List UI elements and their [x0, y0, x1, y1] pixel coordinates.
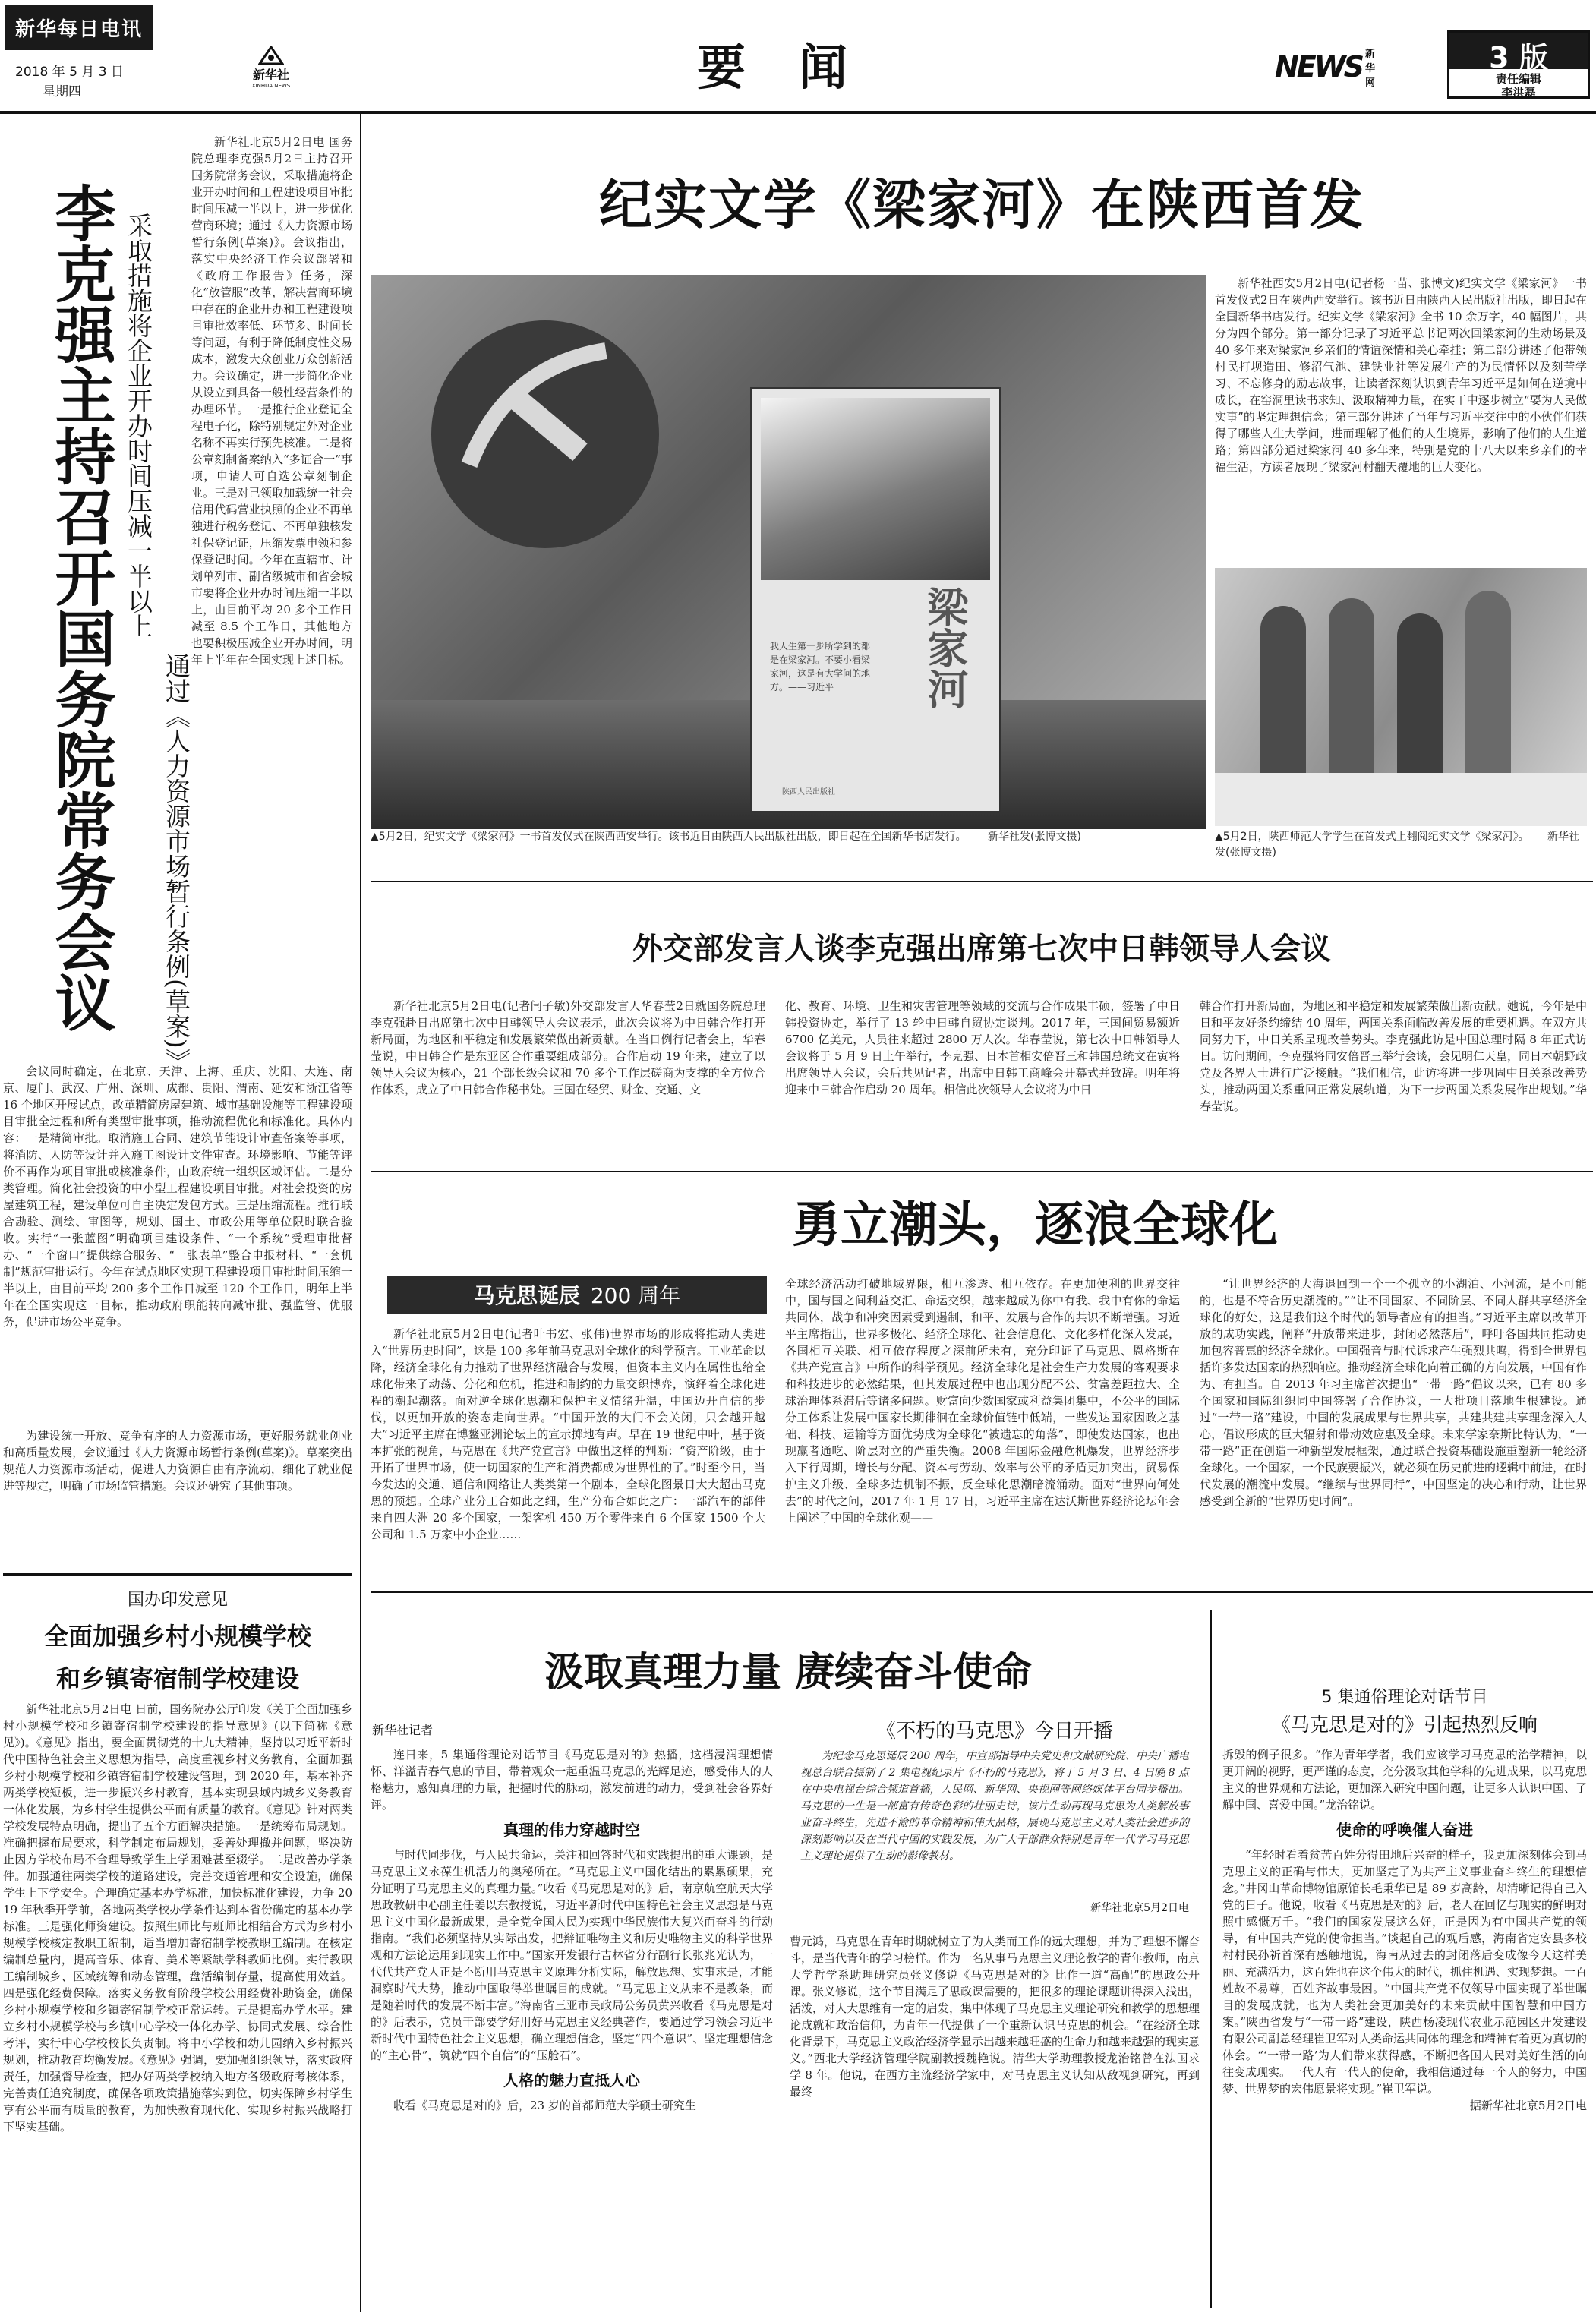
lead-body-text-2: 会议同时确定，在北京、天津、上海、重庆、沈阳、大连、南京、厦门、武汉、广州、深圳、成都、贵阳、渭南、延安和浙江省等 16 个地区开展试点，改革精简房屋建筑、城市基础设施等工程建设项目审批全过程和所有类型审批事项，推动流程优化和标准化。具体内容：一是精简审批。取消施工合同、建筑节能设计审查备案等事项，将消防、人防等设计并入施工图设计文件审查。环境影响、节能等评价不再作为项目审批或核准条件，由政府统一组织区域评估。二是分类管理。简化社会投资的中小型工程建设项目审批。对社会投资的房屋建筑工程，建设单位可自主决定发包方式。三是压缩流程。推行联合勘验、测绘、审图等，规划、国土、市政公用等单位限时联合验收。实行“一张蓝图”明确项目建设条件、“一个系统”受理审批督办、“一个窗口”提供综合服务、“一张表单”整合申报材料、“一套机制”规范审批运行。今年在试点地区实现工程建设项目审批时间压缩一半以上，由目前平均 200 多个工作日减至 120 个工作日，明年上半年在全国实现这一目标，推动政府职能转向减审批、强监管、优服务，促进市场公平竞争。	[3, 1065, 352, 1329]
diplomacy-col-3	[1200, 998, 1587, 1165]
party-emblem-graphic	[416, 298, 667, 601]
news-logo-text: 新华网	[1365, 48, 1376, 89]
truth-text-1b: 与时代同步伐，与人民共命运，关注和回答时代和实践提出的重大课题，是马克思主义永葆生机活力的奥秘所在。“马克思主义中国化结出的累累硕果，充分证明了马克思主义的真理力量。”收看《马克思是对的》后，南京航空航天大学思政教研中心副主任姜以东教授说，习近平新时代中国特色社会主义思想是马克思主义中国化最新成果，是全党全国人民为实现中华民族伟大复兴而奋斗的行动指南。“我们必须坚持从实际出发，把辩证唯物主义和历史唯物主义的科学世界观和方法论运用到现实工作中。”国家开发银行吉林省分行副行长张兆光认为，一代代共产党人正是不断用马克思主义原理分析实际，解放思想、实事求是，才能洞察时代大势，推动中国取得举世瞩目的成就。“马克思主义从来不是教条，而是随着时代的发展不断丰富。”海南省三亚市民政局公务员黄兴收看《马克思是对的》后表示，党员干部要学好用好马克思主义经典著作，要通过学习领会习近平新时代中国特色社会主义思想，确立理想信念，坚定“四个意识”、坚定理想信念的“主心骨”，筑就“四个自信”的“压舱石”。	[371, 1848, 773, 2062]
book-body-text: 新华社西安5月2日电(记者杨一苗、张博文)纪实文学《梁家河》一书首发仪式2日在陕西西安举行。该书近日由陕西人民出版社出版，即日起在全国新华书店发行。纪实文学《梁家河》全书 10 余万字，40 幅图片，共分为四个部分。第一部分记录了习近平总书记两次回梁家河的生动场景及 40 多年来对梁家河乡亲们的情谊深情和关心牵挂；第二部分讲述了他带领村民打坝造田、修沼气池、建铁业社等发展生产的为民情怀以及刻苦学习、不忘修身的励志故事，让读者深刻认识到青年习近平是如何在逆境中成长，在窑洞里读书求知、汲取精神力量，在实干中逐步树立“要为人民做实事”的坚定理想信念；第三部分讲述了当年与习近平交往中的小伙伴们获得了哪些人生大学问，进而理解了他们的人生境界，影响了他们的人生道路；第四部分通过梁家河 40 多年来，特别是党的十八大以来乡亲们的幸福生活，方读者展现了梁家河村翻天覆地的巨大变化。	[1215, 276, 1587, 474]
section-title: 要闻	[697, 40, 901, 96]
book-main-caption-text: ▲5月2日，纪实文学《梁家河》一书首发仪式在陕西西安举行。该书近日由陕西人民出版社出版，即日起在全国新华书店发行。	[371, 831, 967, 843]
globalization-text-3: “让世界经济的大海退回到一个一个孤立的小湖泊、小河流，是不可能的，也是不符合历史潮流的。”“让不同国家、不同阶层、不同人群共享经济全球化的好处，这是我们这个时代的领导者应有的担当。”习近平主席以改革开放的成功实践，阐释“开放带来进步，封闭必然落后”，呼吁各国共同推动更加包容普惠的经济全球化。中国强音与时代诉求产生强烈共鸣，得到全世界包括许多发达国家的热烈响应。推动经济全球化向着正确的方向发展，中国有作为、有担当。自 2013 年习主席首次提出“一带一路”倡议以来，已有 80 多个国家和国际组织同中国签署了合作协议，一大批项目落地生根建设。通过“一带一路”建设，中国的发展成果与世界共享，共建共建共享理念深入人心，倡议形成的巨大辐射和带动效应惠及全球。未来学家奈斯比特认为，“一带一路”正在创造一种新型发展框架，通过联合投资基础设施重塑新一轮经济全球化。一个国家，一个民族要振兴，就必须在历史前进的逻辑中前进，在时代发展的潮流中发展。“继续与世界同行”，中国坚定的决心和行动，让世界感受到全新的“世界历史时间”。	[1200, 1277, 1587, 1508]
xinhuanet-logo	[1274, 44, 1376, 90]
issue-date: 2018 年 5 月 3 日	[15, 65, 124, 80]
diplomacy-col-1	[371, 998, 765, 1165]
book-launch-photo	[371, 275, 1206, 829]
reaction-headline: 《马克思是对的》引起热烈反响	[1271, 1714, 1538, 1736]
diplomacy-headline: 外交部发言人谈李克强出席第七次中日韩领导人会议	[632, 931, 1331, 967]
lead-bottom-rule	[3, 1573, 352, 1576]
globalization-text-2: 全球经济活动打破地域界限，相互渗透、相互依存。在更加便利的世界交往中，国与国之间利益交汇、命运交织，越来越成为你中有我、我中有你的命运共同体，战争和冲突因素受到遏制，和平、发展与合作的共识不断增强。习近平主席指出，世界多极化、经济全球化、社会信息化、文化多样化深入发展，各国相互关联、相互依存程度之深前所未有，充分印证了马克思、恩格斯在《共产党宣言》中所作的科学预见。经济全球化是社会生产力发展的客观要求和科技进步的必然结果，但其发展过程中也出现分配不公、贫富差距拉大、全球治理体系滞后等诸多问题。财富向少数国家或利益集团集中，不公平的国际分工体系让发展中国家长期徘徊在全球价值链中低端，一些发达国家因政之基础、科技、运输等方面优势成为全球化“被遗忘的角落”，即使发达国家，也出现赢者通吃、阶层对立的严重失衡。2008 年国际金融危机爆发，世界经济步入下行周期，增长与分配、资本与劳动、效率与公平的矛盾更加突出，贸易保护主义升级、全球多边机制不振，反全球化思潮暗流涌动。面对“世界向何处去”的时代之问，2017 年 1 月 17 日，习近平主席在达沃斯世界经济论坛年会上阐述了中国的全球化观——	[785, 1277, 1180, 1525]
lead-subhead-1: 采取措施将企业开办时间压减一半以上	[124, 213, 153, 639]
lead-body-col-1	[191, 134, 352, 1061]
book-headline: 纪实文学《梁家河》在陕西首发	[599, 174, 1364, 236]
school-kicker: 国办印发意见	[127, 1591, 228, 1610]
truth-col-2	[790, 1933, 1200, 2308]
school-headline-1: 全面加强乡村小规模学校	[43, 1622, 311, 1651]
lead-body-text-1: 新华社北京5月2日电 国务院总理李克强5月2日主持召开国务院常务会议，采取措施将企业开办时间和工程建设项目审批时间压减一半以上，进一步优化营商环境；通过《人力资源市场暂行条例(草案)》。会议指出，落实中央经济工作会议部署和《政府工作报告》任务，深化“放管服”改革，解决营商环境中存在的企业开办和工程建设项目审批效率低、环节多、时间长等问题，有利于降低制度性交易成本，激发大众创业万众创新活力。会议确定，进一步简化企业从设立到具备一般性经营条件的办理环节。一是推行企业登记全程电子化，除特别规定外对企业名称不再实行预先核准。二是将公章刻制备案纳入“多证合一”事项，申请人可自选公章刻制企业。三是对已领取加载统一社会信用代码营业执照的企业不再单独进行税务登记、不再单独核发社保登记证，压缩发票申领和参保登记时间。今年在直辖市、计划单列市、副省级城市和省会城市要将企业开办时间压缩一半以上，由目前平均 20 多个工作日减至 8.5 个工作日，其他地方也要积极压减企业开办时间，明年上半年在全国实现上述目标。	[191, 135, 352, 667]
lead-body-col-2	[3, 1063, 352, 1427]
diplomacy-col-2	[785, 998, 1180, 1165]
left-column-rule	[360, 114, 361, 2312]
book-cover	[750, 387, 1001, 812]
book-main-credit: 新华社发(张博文摄)	[988, 831, 1081, 843]
reaction-credit: 据新华社北京5月2日电	[1469, 2099, 1587, 2112]
diplomacy-bottom-rule	[371, 1171, 1593, 1172]
editor-name: 李洪磊	[1501, 86, 1536, 99]
page-number: 3 版	[1489, 41, 1548, 74]
page-number-box	[1447, 30, 1590, 99]
lead-subhead-2: 通过《人力资源市场暂行条例(草案)》	[162, 653, 191, 1074]
reaction-body	[1222, 1746, 1587, 2308]
globalization-headline: 勇立潮头，逐浪全球化	[792, 1197, 1278, 1254]
book-bottom-rule	[371, 881, 1593, 882]
truth-col-1	[371, 1746, 773, 2308]
book-side-caption	[1215, 829, 1587, 863]
globalization-text-1: 新华社北京5月2日电(记者叶书宏、张伟)世界市场的形成将推动人类进入“世界历史时间”，这是 100 多年前马克思对全球化的科学预言。工业革命以降，经济全球化有力推动了世界经济融合与发展，但资本主义内在属性也给全球化带来了动荡、分化和危机，推进和制约的力量交织博弈，演绎着全球化进程的潮起潮落。面对逆全球化思潮和保护主义情绪升温，中国迈开自信的步伐，以更加开放的姿态走向世界。“中国开放的大门不会关闭，只会越开越大”习近平主席在博鳌亚洲论坛上的宣示掷地有声。早在 19 世纪中叶，基于资本扩张的视角，马克思在《共产党宣言》中做出这样的判断：“资产阶级，由于开拓了世界市场，使一切国家的生产和消费都成为世界性的了。”时至今日，当今发达的交通、通信和网络让人类类第一个剧本，全球化图景日大大超出马克思的预想。全球产业分工合如此之细，生产分布合如此之广：一部汽车的部件来自四大洲 20 多个国家，一架客机 450 万个零件来自 6 个国家 1500 个大公司和 1.5 万家中小企业……	[371, 1327, 765, 1541]
diplomacy-text-3: 韩合作打开新局面，为地区和平稳定和发展繁荣做出新贡献。她说，今年是中日和平友好条约缔结 40 周年，两国关系面临改善发展的重要机遇。在双方共同努力下，中日关系呈现改善势头。李克强此访是中国总理时隔 8 年正式访日。访问期间，李克强将同安倍晋三举行会谈，会见明仁天皇，同日本朝野政党及各界人士进行广泛接触。“我们相信，此访将进一步巩固中日关系改善势头，推动两国关系重回正常发展轨道，为下一步两国关系发展作出规划。”华春莹说。	[1200, 999, 1587, 1113]
news-logo-side: NEWS	[1274, 50, 1363, 84]
masthead-rule	[0, 111, 1596, 114]
truth-text-1c: 收看《马克思是对的》后，23 岁的首都师范大学硕士研究生	[393, 2099, 696, 2112]
students-reading-photo	[1215, 568, 1587, 826]
banner-year: 200 周年	[590, 1283, 681, 1308]
school-body	[3, 1701, 352, 2308]
book-title-on-cover: 梁家河	[921, 586, 970, 709]
book-publisher: 陕西人民出版社	[782, 788, 835, 796]
banner-prefix: 马克思诞辰	[473, 1283, 580, 1308]
book-side-credit: 新华社发(张博文摄)	[1215, 831, 1580, 859]
xinhua-logo	[244, 44, 298, 90]
editor-label: 责任编辑	[1495, 72, 1541, 86]
globalization-col-1	[371, 1326, 765, 1584]
truth-subhead-2: 人格的魅力直抵人心	[503, 2071, 640, 2090]
diplomacy-text-1: 新华社北京5月2日电(记者闫子敏)外交部发言人华春莹2日就国务院总理李克强赴日出席第七次中日韩领导人会议表示，此次会议将为中日韩合作打开新局面，为地区和平稳定和发展繁荣做出新贡献。在当日例行记者会上，华春莹说，中日韩合作是东亚区合作重要组成部分。合作启动 19 年来，建立了以领导人会议为核心，21 个部长级会议和 70 多个工作层磋商为支撑的全方位合作体系，成立了中日韩合作秘书处。三国在经贸、财金、交通、文	[371, 999, 765, 1096]
book-body	[1215, 275, 1587, 557]
reaction-subhead: 使命的呼唤催人奋进	[1336, 1821, 1473, 1839]
lead-body-col-3	[3, 1427, 352, 1561]
issue-weekday: 星期四	[43, 84, 81, 99]
premiere-title: 《不朽的马克思》今日开播	[875, 1720, 1113, 1743]
truth-text-1: 连日来，5 集通俗理论对话节目《马克思是对的》热播，这档浸润理想情怀、洋溢青春气息的节目，带着观众一起重温马克思的光辉足迹，感受伟人的人格魅力，感知真理的力量，把握时代的脉动，激发前进的动力，受到社会各界好评。	[371, 1748, 773, 1812]
truth-headline: 汲取真理力量 赓续奋斗使命	[544, 1650, 1033, 1695]
book-quote: 我人生第一步所学到的都是在梁家河。不要小看梁家河，这是有大学问的地方。——习近平	[770, 641, 871, 692]
reaction-text-1: 拆毁的例子很多。“作为青年学者，我们应该学习马克思的治学精神，以更开阔的视野，更严谨的态度，充分汲取其他学科的先进成果，以马克思主义的世界观和方法论，更加深入研究中国问题，让更多人认识中国、了解中国、喜爱中国。”龙治铭说。	[1222, 1748, 1587, 1812]
premiere-body: 为纪念马克思诞辰 200 周年，中宣部指导中央党史和文献研究院、中央广播电视总台联合摄制了 2 集电视纪录片《不朽的马克思》，将于 5 月 3 日、4 日晚 8 点在中央电视台综合频道首播，人民网、新华网、央视网等网络媒体平台同步播出。马克思的一生是一部富有传奇色彩的壮丽史诗，该片生动再现马克思为人类解放事业奋斗终生，先进不渝的革命精神和伟大品格，展现马克思主义对人类社会进步的深刻影响以及在当代中国的实践发展，为广大干部群众特别是青年一代学习马克思主义理论提供了生动的影像教材。	[800, 1750, 1189, 1863]
marx-anniversary-banner	[387, 1276, 767, 1314]
xinhua-logo-sub: XINHUA NEWS	[251, 82, 291, 89]
school-headline-2: 和乡镇寄宿制学校建设	[55, 1664, 299, 1693]
premiere-credit: 新华社北京5月2日电	[1090, 1902, 1189, 1914]
premiere-box	[790, 1714, 1200, 1927]
brand-masthead: 新华每日电讯	[5, 5, 153, 50]
globalization-bottom-rule	[371, 1591, 1593, 1593]
book-cover-photo	[761, 398, 990, 580]
globalization-col-3	[1200, 1276, 1587, 1584]
truth-text-2: 曹元鸿，马克思在青年时期就树立了为人类而工作的远大理想，并为了理想不懈奋斗，是当代青年的学习榜样。作为一名从事马克思主义理论教学的青年教师，南京大学哲学系助理研究员张义修说《马克思是对的》比作一道“高配”的思政公开课。张义修说，这个节目满足了思政课需要的，把很多的理论课题讲得深入浅出，活泼，对人大思维有一定的启发，集中体现了马克思主义理论研究和教学的思想理论成就和政治信仰，为青年一代提供了一个重新认识马克思的机会。“在经济全球化背景下，马克思主义政治经济学显示出越来越旺盛的生命力和越来越强的现实意义。”西北大学经济管理学院副教授魏艳说。清华大学助理教授龙治铭曾在法国求学 8 年。他说，在西方主流经济学家中，对马克思主义认知从敌视到研究，再到最终	[790, 1935, 1200, 2099]
diplomacy-text-2: 化、教育、环境、卫生和灾害管理等领域的交流与合作成果丰硕，签署了中日韩投资协定，举行了 13 轮中日韩自贸协定谈判。2017 年，三国间贸易额近 6700 亿美元，人员往来超过 2800 万人次。华春莹说，第七次中日韩领导人会议将于 5 月 9 日上午举行，李克强、日本首相安倍晋三和韩国总统文在寅将出席领导人会议，会后共见记者，出席中日韩工商峰会开幕式并致辞。明年将迎来中日韩合作启动 20 周年。相信此次领导人会议将为中日	[785, 999, 1180, 1096]
truth-byline: 新华社记者	[372, 1723, 434, 1737]
truth-right-rule	[1210, 1610, 1212, 2308]
reaction-text-1b: “年轻时看着贫苦百姓分得田地后兴奋的样子，我更加深刻体会到马克思主义的正确与伟大，更加坚定了为共产主义事业奋斗终生的理想信念。”井冈山革命博物馆原馆长毛秉华已是 89 岁高龄，却清晰记得自己入党的日子。他说，收看《马克思是对的》后，老人在回忆与现实的鲜明对照中感慨万千。“我们的国家发展这么好，正是因为有中国共产党的领导，有中国共产党的使命担当。”谈起自己的观后感，海南省定安县多校村村民孙祈首深有感触地说，海南从过去的封闭落后变成像今天这样美丽、充满活力，这百姓也在这个伟大的时代，抓住机遇、实现梦想。一百姓故不易尊，百姓齐故事最困。“中国共产党不仅领导中国实现了举世瞩目的发展成就，也为人类社会更加美好的未来贡献中国智慧和中国方案。”陕西省发与“一带一路”建设，陕西杨凌现代农业示范园区开发建设有限公司副总经理崔卫军对人类命运共同体的理念和精神有着更为真切的体会。“‘一带一路’为人们带来获得感，不断把各国人民对美好生活的向往变成现实。一代人有一代人的使命，我相信通过每一个人的努力，中国梦、世界梦的宏伟愿景将实现。”崔卫军说。	[1222, 1848, 1587, 2096]
truth-subhead-1: 真理的伟力穿越时空	[503, 1821, 640, 1839]
book-side-caption-text: ▲5月2日，陕西师范大学学生在首发式上翻阅纪实文学《梁家河》。	[1215, 831, 1529, 843]
xinhua-logo-icon	[258, 46, 284, 65]
lead-body-text-3: 为建设统一开放、竞争有序的人力资源市场，更好服务就业创业和高质量发展，会议通过《人力资源市场暂行条例(草案)》。草案突出规范人力资源市场活动，促进人力资源自由有序流动，细化了就业促进等规定，明确了市场监管措施。会议还研究了其他事项。	[3, 1429, 352, 1493]
school-body-text: 新华社北京5月2日电 日前，国务院办公厅印发《关于全面加强乡村小规模学校和乡镇寄宿制学校建设的指导意见》(以下简称《意见》)。《意见》指出，要全面贯彻党的十九大精神，坚持以习近平新时代中国特色社会主义思想为指导，高度重视乡村义务教育，全面加强乡村小规模学校和乡镇寄宿制学校建设管理，到 2020 年，基本补齐两类学校短板，进一步振兴乡村教育，基本实现县域内城乡义务教育一体化发展，为乡村学生提供公平而有质量的教育。《意见》针对两类学校发展特点明确，提出了五个方面解决措施。一是统筹布局规划。准确把握布局要求，科学制定布局规划，妥善处理撤并问题，坚决防止因方学校布局不合理导致学生上学困难甚至辍学。二是改善办学条件。加强通往两类学校的道路建设，完善交通管理和安全设施，确保学生上下学安全。合理确定基本办学标准，加快标准化建设，力争 2019 年秋季开学前，各地两类学校办学条件达到本省份确定的基本办学标准。三是强化师资建设。按照生师比与班师比相结合方式为乡村小规模学校核定教职工编制，适当增加寄宿制学校教职工编制。在核定编制总量内，提高音乐、体育、美术等紧缺学科教师比例。实行教职工编制城乡、区域统筹和动态管理，盘活编制存量，提高使用效益。四是强化经费保障。落实义务教育阶段学校公用经费补助资金，确保乡村小规模学校和乡镇寄宿制学校正常运转。五是提高办学水平。建立乡村小规模学校与乡镇中心学校一体化办学、协同式发展、综合性考评，实行中心学校校长负责制。将中小学校和幼儿园纳入乡村振兴规划，推动教育均衡发展。《意见》强调，要加强组织领导，落实政府责任，加强督导检查，把办好两类学校纳入地方各级政府考核体系，完善责任追究制度，确保各项政策措施落实到位，切实保障乡村学生享有公平而有质量的教育，为加快教育现代化、实现乡村振兴战略打下坚实基础。	[3, 1702, 352, 2134]
lead-headline: 李克强主持召开国务院常务会议	[45, 182, 115, 1033]
reaction-kicker: 5 集通俗理论对话节目	[1321, 1688, 1488, 1707]
book-main-caption	[371, 829, 1206, 863]
premiere-body-wrap	[790, 1748, 1200, 1900]
globalization-col-2	[785, 1276, 1180, 1584]
xinhua-logo-text: 新华社	[252, 67, 289, 82]
